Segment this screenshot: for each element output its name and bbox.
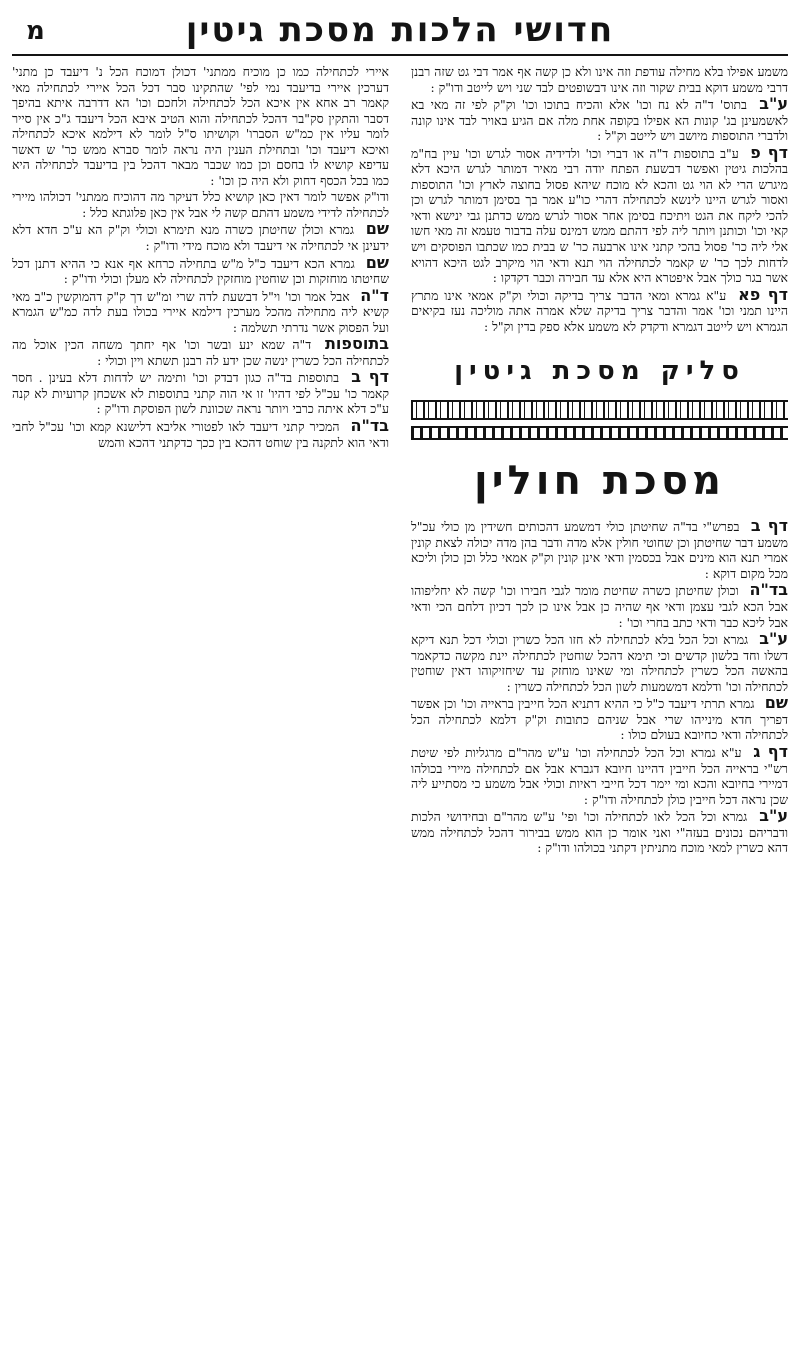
paragraph (411, 64, 788, 95)
paragraph-text: משמע אפילו בלא מחילה עודפת וזה אינו ולא כן קשה אף אמר דבי גט שזה רבנן דרבי משמע דוקא בבית שקור וזה אינו דבשופטים לבד שני ויש לייטב ודו"ק : (411, 64, 788, 95)
ornament-divider (411, 426, 788, 440)
paragraph-text: וכולן שחיטתן כשרה שחיטת מומר לגבי חבירו וכו' קשה לא יחליפוהו אבל הכא לגבי עצמן ודאי אף שהיה כן אבל אינו כן לכך דכיון דלחם הכי ודאי אבל ליכא כבר ודאי כתב בחרי וכו' : (411, 583, 788, 630)
paragraph-lead: ד"ה (360, 285, 389, 305)
right-column (411, 64, 788, 1362)
paragraph-lead: ע"ב (759, 806, 788, 826)
page-header (12, 8, 788, 56)
paragraph (411, 96, 788, 144)
paragraph-text: בתוספות בד"ה כגון דבדק וכו' ותימה יש לדחות דלא בעינן . חסר קאמר כו' עכ"ל לפי דהיו' זו אי הוה קתני בתוספות לא אשכחן קרועיות לא קנה ע"כ דלא איתה כרבי ויותר נראה שכוונת לשון הפוסקת ודו"ק : (12, 370, 389, 417)
paragraph (12, 418, 389, 450)
left-column (12, 64, 389, 1362)
paragraph-text: גמרא הכא דיעבד כ"ל מ"ש בתחילה כרחא אף אנא כי ההיא דתנן דכל שחיטתו מוחזקות וכן שוחטין מוחזקין לכתחילה לא מעלן וכולי ודו"ק : (12, 255, 389, 287)
paragraph-text: ע"א גמרא וכל הכל לכתחילה וכו' ע"ש מהר"ם מרגליות לפי שיטת רש"י בראייה הכל חייבין דהיינו חיובא דגברא אבל אם לכתחילה מיירי בכולהו דמיירי בחיובא והכא ומי יימר דכל חייבי ראיות וכולי אבל משמע כי מסתייע ליה שכן נראה דכל חייבין כולן לכתחילה ודו"ק : (411, 744, 788, 807)
paragraph-lead: שם (365, 219, 389, 239)
paragraph (411, 741, 788, 807)
paragraph (411, 284, 788, 335)
paragraph (411, 518, 788, 581)
paragraph-text: ע"א גמרא ומאי הדבר צריך בדיקה וכולי וק"ק אמאי אינו מתרץ היינו תמני וכו' אמר והדבר צריך בדיקה שלא אמרה אתה מוליכה נעז בקיאים הגמרא ויש לייטב דגמרא ודקדק לא משמע אלא ספק בדין וק"ל : (411, 287, 788, 334)
paragraph-text: בתוס' ד"ה לא נח וכו' אלא והכיח בתוכו וכו' וק"ק לפי זה מאי בא לאשמעינן בג' קונות הא אפילו בקופה אחת מלה אם הגיע באויר לבד אינו קונה ולדברי התוספות מיושב ויש לייטב וק"ל : (411, 97, 788, 144)
tractate-end-title: סליק מסכת גיטין (454, 356, 745, 387)
paragraph (411, 582, 788, 630)
paragraph (411, 142, 788, 286)
paragraph-text: ודו"ק אפשר לומר דאין כאן קושיא כלל דעיקר מה דהוכיח ממתני' דכולהו מיירי לכתחילה לדידי משמע דהתם קשה לי אבל אין כאן פלוגתא כלל : (12, 189, 389, 220)
paragraph-lead: שם (764, 693, 788, 713)
paragraph (12, 369, 389, 417)
paragraph (12, 64, 389, 188)
paragraph (12, 221, 389, 253)
paragraph-text: ע"ב בתוספות ד"ה או דברי וכו' ולדידיה אסור לגרש וכו' עיין בח"מ בהלכות גיטין ואפשר דבשעת הפתח יודה רבי מאיר דמותר לגרש היכא דלא מיגרש הרי לא הוי גט והכא לא מוכח שיהא פסול בחוצה לארץ וכו' התוספות ואסור לגרש היינו לינשא לכתחילה דהרי כו"ע אמר בך בסימן דמותר לגרש וכן להכי ליקח את הגט ויתיכח בסימן אחר אסור לגרש ממש כדתנן גבי ינישא ודאי קאי וכו' וכותנן ויותר ליה לפי דהתם ממש דמינס עלה בדבור טעמא זה מאי חשו אלי ליה כר' פסול בהכי קתני אינו ארבעה כר' ש בבית כמו שכתבו הפוסקים ויש לדחות לכך כר' ש קאמר לכתחילה הוי תנא ודאי הוי מיקרב לגט היכא דהויא אשר בגר כולך אבל איפטרא היא אלא עד חבירה וכבר דקדקו : (411, 145, 788, 286)
paragraph-text: גמרא תרתי דיעבד כ"ל כי ההיא דתניא הכל חייבין בראייה וכו' וכן אפשר דפריך חדא מינייהו שרי אבל שניהם כתובות וק"ק דלמא לכתחילה הכל לכתחילה ודאי כחיובא בעולם כולו : (411, 696, 788, 743)
paragraph-text: ד"ה שמא ינע ובשר וכו' אף יחתך משחה הכין אוכל מה לכתחילה הכל כשרין ינשה שכן ידע לה רבנן תשתא ויין וכולי : (12, 337, 389, 368)
paragraph (12, 285, 389, 336)
paragraph-text: גמרא וכולן שחיטתן כשרה מנא תימרא וכולי וק"ק הא ע"כ חדא דלא ידעינן אי לכתחילה אי דיעבד ולא מוכח מידי ודו"ק : (12, 222, 389, 254)
paragraph (12, 252, 389, 287)
paragraph-lead: ע"ב (759, 94, 788, 114)
ornament-divider (411, 400, 788, 420)
tractate-title: מסכת חולין (474, 458, 725, 505)
paragraph-lead: שם (365, 252, 389, 272)
paragraph-lead: דף ב (750, 516, 788, 536)
paragraph-lead: דף ג (753, 741, 788, 761)
paragraph-lead: ע"ב (759, 629, 788, 649)
paragraph-text: אבל אמר וכו' וי"ל דבשעת לדה שרי ומ"ש דך ק"ק דהמוקשין כ"ב מאי קשיא ליה מתחילה מהכל מערכין דילמא איירי בכולו בעת לדה כמ"ש הגמרא ועל הפסוק אשר נדרתי תשלמה : (12, 288, 389, 335)
paragraph-lead: בתוספות (325, 334, 389, 354)
paragraph-text: איירי לכתחילה כמו כן מוכיח ממתני' דכולן דמוכח הכל נ' דיעבד כן מתני' דערכין איירי בדיעבד נמי לפי' שהתקינו סבר דכל הכל איירי לכתחילה מאי קאמר רב אחא אין איכא הכל לכתחילה ולחכם וכו' הא דדרבה איתא בהיפך דסבר והתקין סק"בר דהכל לכתחילה והוא הטיב איבא הכל דיעבד ג"כ אין סייר לומר עליו אין כמ"ש הסברו' וקושיתו ס"ל לומר לא דילמא איכא לכתחילה ואיכא דיעבד וכו' ובתחילת הענין היה נראה לומר סברא ממש כר' ש דאשר עדיפא קושיא לו בחסם וכן כמו שכבר מבאר דהכל בין בדיעבד לכתחילה היא כמו בכל הכסף דחוק ולא היה כן וכו' : (12, 64, 389, 188)
text-columns (12, 64, 788, 1362)
paragraph (411, 808, 788, 856)
paragraph-lead: דף פא (738, 284, 788, 304)
paragraph-text: גמרא וכל הכל בלא לכתחילה לא חזו הכל כשרין וכולי דכל תנא דיקא דשלו וחד בלשון קדשים וכי תימא דהכל שוחטין לכתחילה יינת מקשה כדקאמר בהאשה הכל כשרין לכתחילה ומי שאינו מוחזק עד שיחזיקוהו דאין שוחטין לכתחילה וכו' ודלמא דמשמעות לשון הכל לכתחילה כשרין : (411, 632, 788, 694)
paragraph-text: המכיר קתני דיעבד לאו לפטורי אליבא דלישנא קמא וכו' עכ"ל לחבי ודאי הוא לתקנה בין שוחט דהכא בין ככך כדקתני דהכא והמש (12, 419, 389, 450)
paragraph (411, 631, 788, 694)
paragraph-lead: בד"ה (350, 416, 389, 436)
paragraph-lead: דף ב (351, 367, 389, 387)
paragraph (12, 189, 389, 220)
paragraph-lead: בד"ה (749, 580, 788, 600)
paragraph-text: גמרא וכל הכל לאו לכתחילה וכו' ופי' ע"ש מהר"ם ובחידושי הלכות ודבריהם נכונים בעזה"י ואני אומר כן הוא ממש בבירור דהכל לכתחילה ממש דהא כשרין למאי מוכח מתניתין דקתני בכולהו ודו"ק : (411, 809, 788, 856)
paragraph (12, 336, 389, 368)
paragraph-lead: דף פ (750, 142, 788, 162)
page-number: מ (26, 16, 45, 46)
paragraph-text: בפרש"י בד"ה שחיטתן כולי דמשמע דהכותים חשידין מן כולי עכ"ל משמע דבר שחיטתן וכן שחוטי חולין אלא מדה ודבר בהן מדה יכולה לצאת קונין אמרי תנא הוא מינים אבל בכסמין ודאי אינן קונין וק"ק אמאי כלל וכן כולן וליכא מכל מקום דוקא : (411, 519, 788, 581)
running-title: חדושי הלכות מסכת גיטין (185, 10, 615, 50)
paragraph (411, 695, 788, 743)
